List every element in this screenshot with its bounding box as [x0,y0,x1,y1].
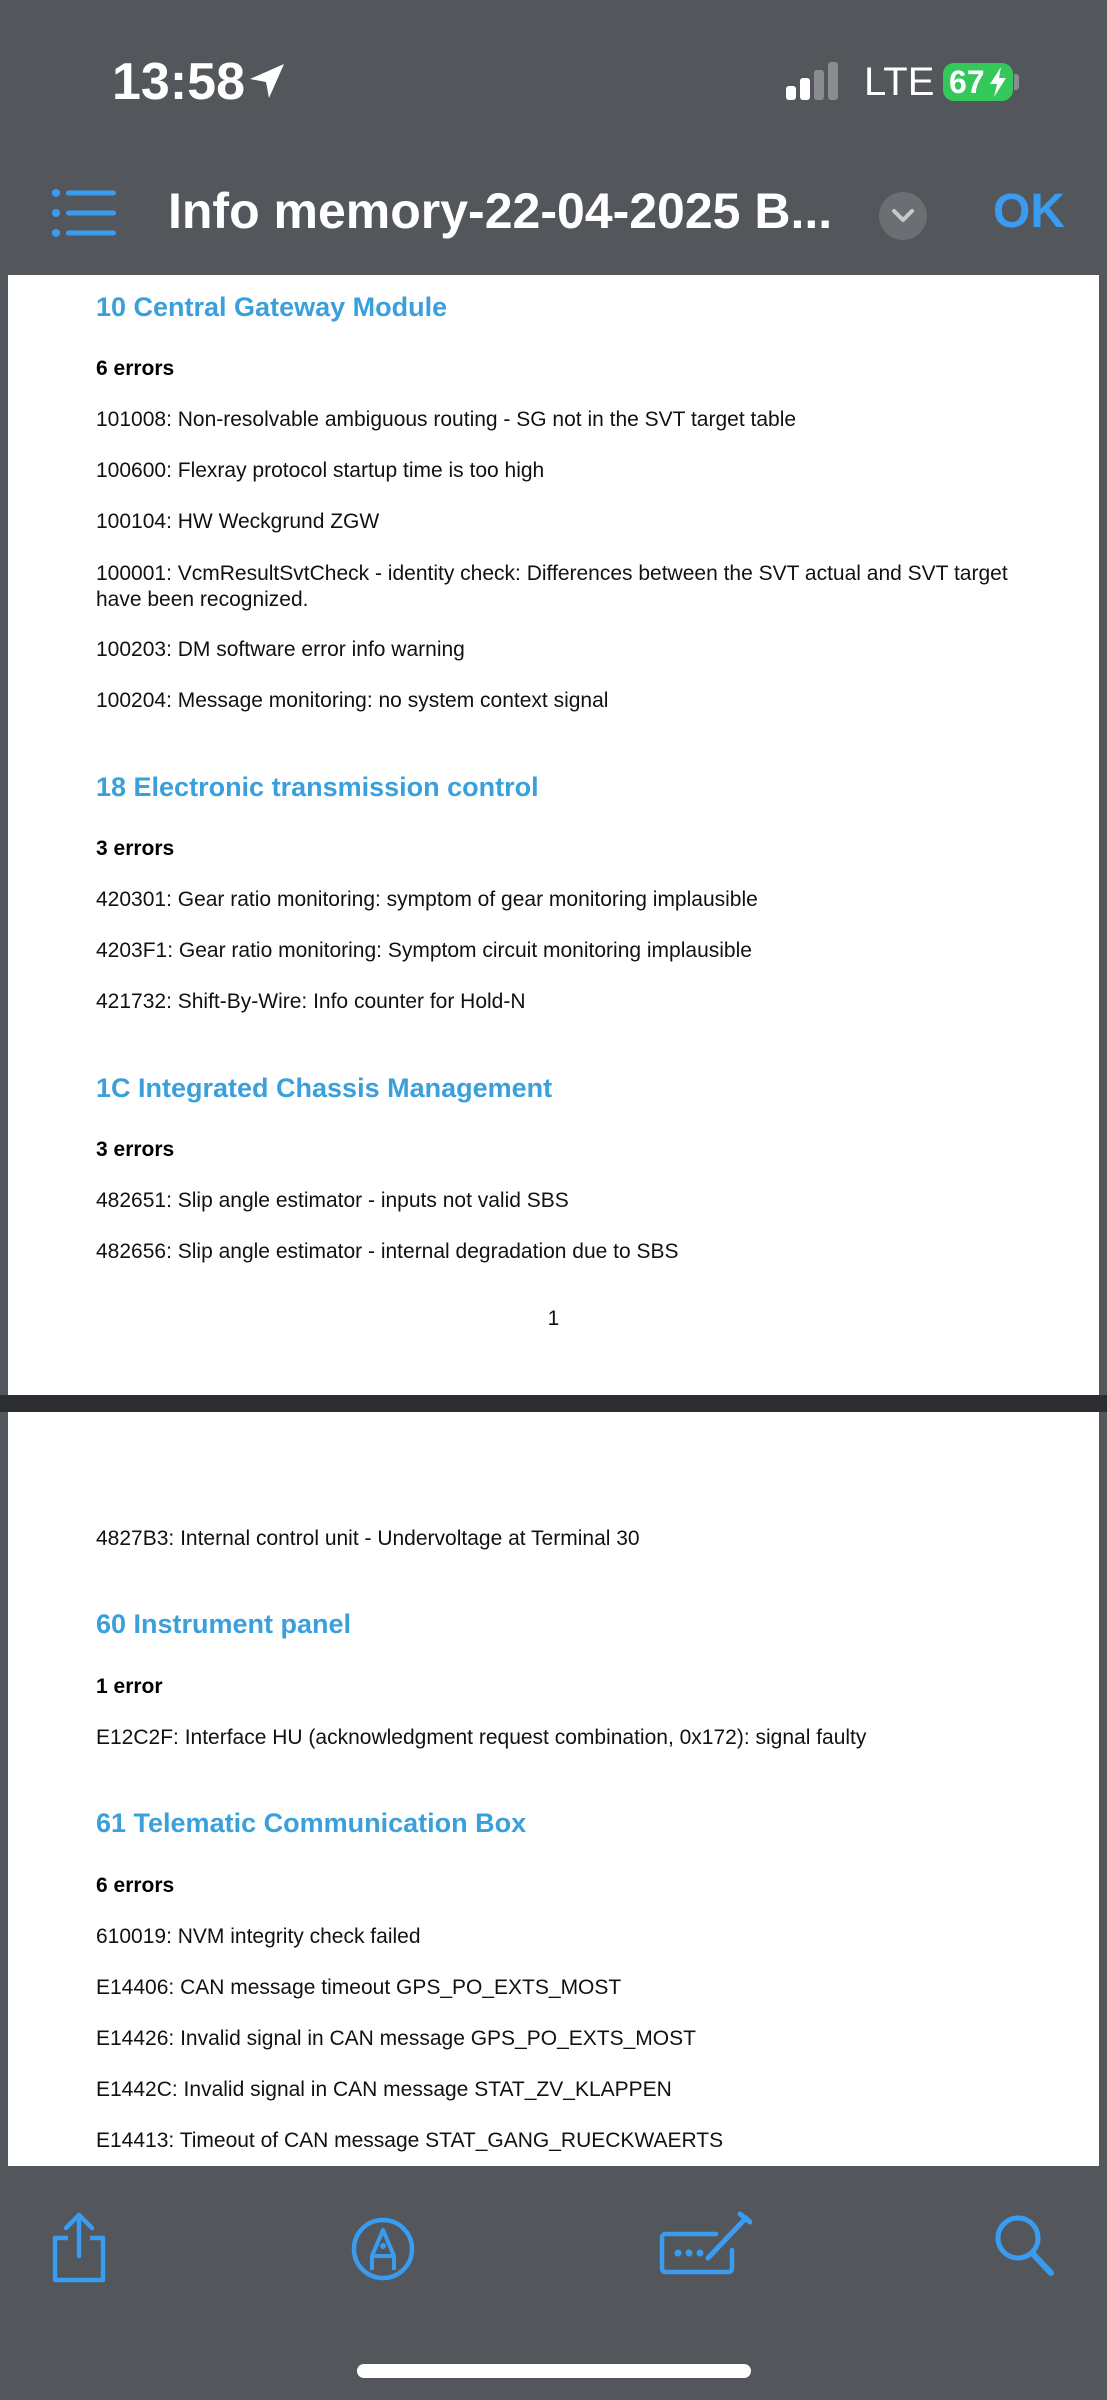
error-line: 100600: Flexray protocol startup time is too high [96,459,545,482]
ok-button[interactable]: OK [993,185,1065,238]
search-icon[interactable] [994,2214,1056,2278]
battery-cap [1014,74,1019,90]
error-line: 610019: NVM integrity check failed [96,1925,421,1948]
error-line: 4827B3: Internal control unit - Undervoltage at Terminal 30 [96,1527,640,1550]
battery-percent: 67 [949,64,985,100]
error-line: 100104: HW Weckgrund ZGW [96,510,380,533]
section-title: 18 Electronic transmission control [96,772,539,802]
page-separator [0,1395,1107,1412]
error-line: 100203: DM software error info warning [96,638,465,661]
error-count: 3 errors [96,837,175,860]
status-bar [0,0,1107,160]
error-line: 100001: VcmResultSvtCheck - identity check: Differences between the SVT actual and SVT target have been recognized. [96,562,1008,611]
charging-bolt-icon [987,66,1009,98]
error-line: 100204: Message monitoring: no system context signal [96,689,609,712]
signature-icon[interactable] [658,2210,752,2278]
list-icon[interactable] [52,188,116,238]
cellular-signal-icon [786,60,846,100]
error-line: E14413: Timeout of CAN message STAT_GANG_RUECKWAERTS [96,2129,724,2152]
error-line: E14406: CAN message timeout GPS_PO_EXTS_MOST [96,1976,622,1999]
error-line: 4203F1: Gear ratio monitoring: Symptom circuit monitoring implausible [96,939,752,962]
section-title: 10 Central Gateway Module [96,292,448,322]
markup-icon[interactable] [350,2216,416,2282]
location-arrow-icon [246,60,288,102]
error-line: 101008: Non-resolvable ambiguous routing - SG not in the SVT target table [96,408,797,431]
error-line: 421732: Shift-By-Wire: Info counter for Hold-N [96,990,526,1013]
error-count: 3 errors [96,1138,175,1161]
error-line: E1442C: Invalid signal in CAN message STAT_ZV_KLAPPEN [96,2078,672,2101]
nav-bar [0,160,1107,275]
page-number: 1 [547,1307,560,1330]
status-time: 13:58 [112,53,245,111]
title-menu-button[interactable] [879,192,927,240]
section-title: 1C Integrated Chassis Management [96,1073,553,1103]
document-page-1 [8,275,1099,1395]
error-line: E14426: Invalid signal in CAN message GPS_PO_EXTS_MOST [96,2027,696,2050]
section-title: 60 Instrument panel [96,1609,352,1639]
error-line: E12C2F: Interface HU (acknowledgment request combination, 0x172): signal faulty [96,1726,867,1749]
error-count: 1 error [96,1675,163,1698]
error-count: 6 errors [96,357,175,380]
home-indicator[interactable] [357,2364,751,2378]
error-line: 420301: Gear ratio monitoring: symptom of gear monitoring implausible [96,888,758,911]
share-icon[interactable] [48,2210,110,2284]
chevron-down-icon [891,206,915,226]
error-line: 482651: Slip angle estimator - inputs not valid SBS [96,1189,569,1212]
document-page-2 [8,1412,1099,2166]
section-title: 61 Telematic Communication Box [96,1808,527,1838]
error-line: 482656: Slip angle estimator - internal degradation due to SBS [96,1240,679,1263]
network-type: LTE [864,60,935,104]
document-title[interactable]: Info memory-22-04-2025 B... [168,183,833,239]
error-count: 6 errors [96,1874,175,1897]
